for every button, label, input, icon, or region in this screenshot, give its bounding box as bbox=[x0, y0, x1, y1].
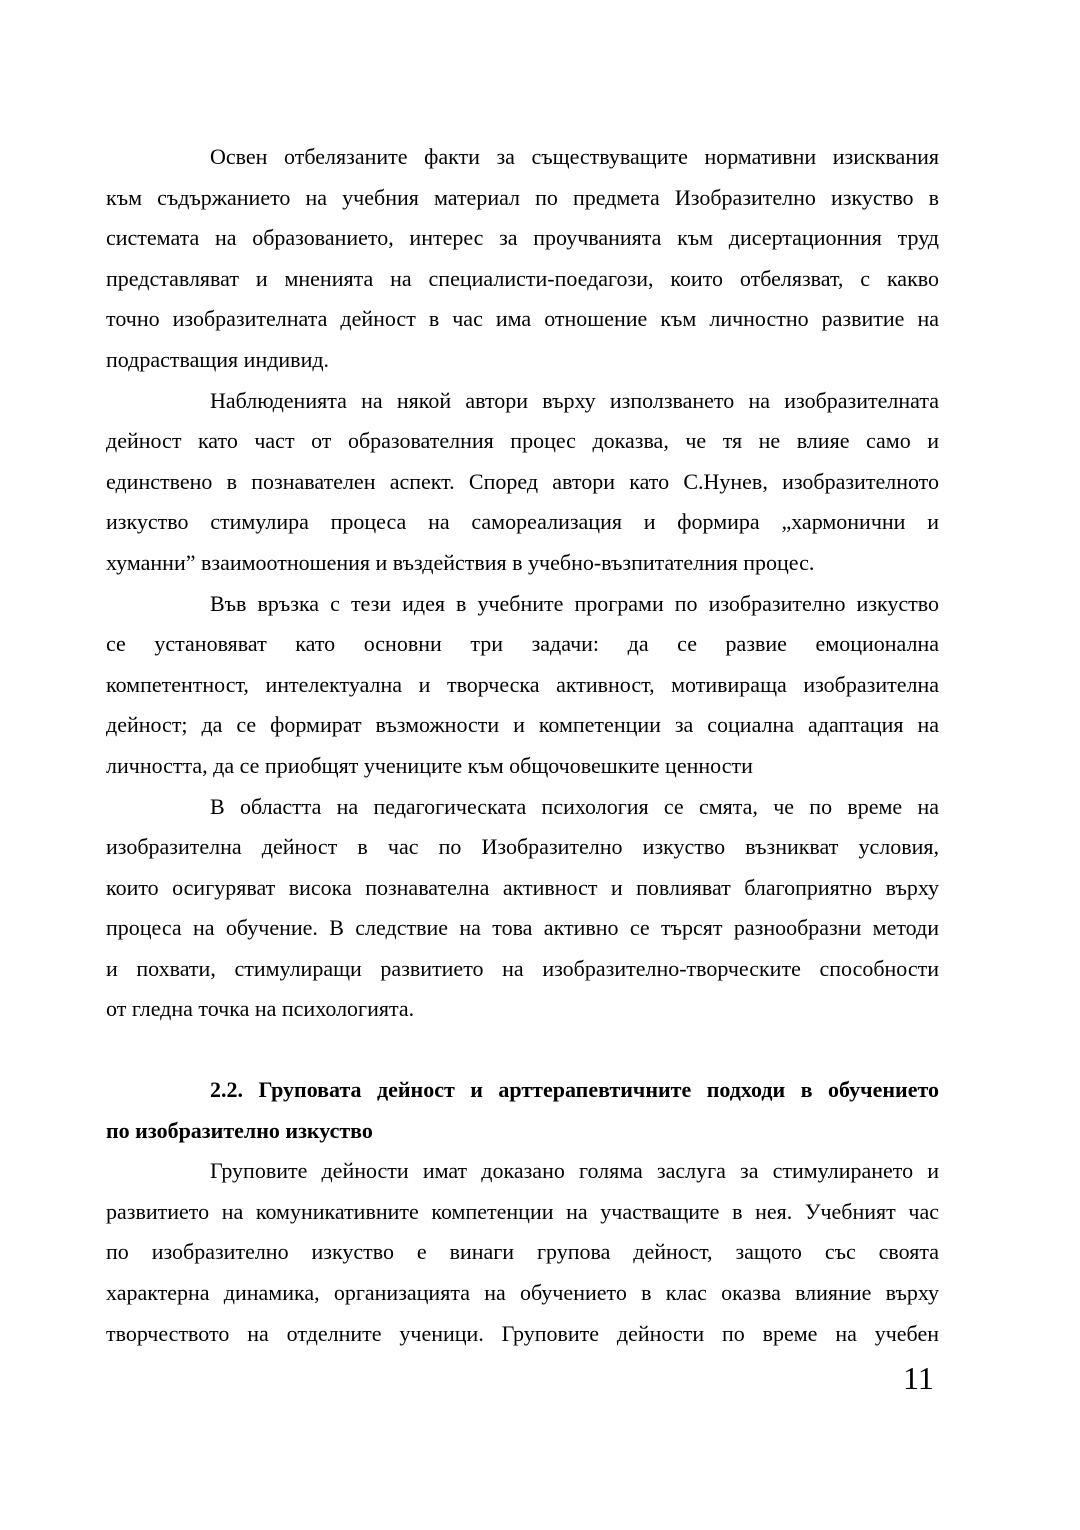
text-line: личността, да се приобщят учениците към общочовешките ценности bbox=[106, 752, 753, 778]
document-body bbox=[106, 137, 939, 1354]
paragraph-4 bbox=[106, 787, 939, 1031]
text-line: единствено в познавателен аспект. Според автори като С.Нунев, изобразителното bbox=[106, 468, 939, 494]
text-line: се установяват като основни три задачи: да се развие емоционална bbox=[106, 631, 939, 657]
heading-line: 2.2. Груповата дейност и арттерапевтичните подходи в обучението bbox=[210, 1077, 939, 1103]
text-line: системата на образованието, интерес за проучванията към дисертационния труд bbox=[106, 225, 939, 251]
text-line: Във връзка с тези идея в учебните програми по изобразително изкуство bbox=[210, 590, 939, 616]
text-line: от гледна точка на психологията. bbox=[106, 996, 415, 1022]
text-line: развитието на комуникативните компетенции на участващите в нея. Учебният час bbox=[106, 1198, 939, 1224]
page-number: 11 bbox=[903, 1360, 934, 1396]
paragraph-5 bbox=[106, 1151, 939, 1354]
heading-line: по изобразително изкуство bbox=[106, 1117, 373, 1143]
paragraph-1 bbox=[106, 137, 939, 381]
text-line: компетентност, интелектуална и творческа активност, мотивираща изобразителна bbox=[106, 671, 939, 697]
text-line: към съдържанието на учебния материал по предмета Изобразително изкуство в bbox=[106, 184, 939, 210]
paragraph-3 bbox=[106, 584, 939, 787]
paragraph-2 bbox=[106, 381, 939, 584]
text-line: изобразителна дейност в час по Изобразително изкуство възникват условия, bbox=[106, 834, 939, 860]
text-line: хуманни” взаимоотношения и въздействия в учебно-възпитателния процес. bbox=[106, 549, 815, 575]
section-heading-2-2 bbox=[106, 1070, 939, 1151]
text-line: Груповите дейности имат доказано голяма заслуга за стимулирането и bbox=[210, 1158, 939, 1184]
text-line: представляват и мненията на специалисти-поедагози, които отбелязват, с какво bbox=[106, 265, 939, 291]
text-line: дейност като част от образователния процес доказва, че тя не влияе само и bbox=[106, 428, 939, 454]
text-line: творчеството на отделните ученици. Груповите дейности по време на учебен bbox=[106, 1320, 939, 1346]
text-line: дейност; да се формират възможности и компетенции за социална адаптация на bbox=[106, 712, 939, 738]
text-line: изкуство стимулира процеса на самореализация и формира „хармонични и bbox=[106, 509, 939, 535]
text-line: които осигуряват висока познавателна активност и повлияват благоприятно върху bbox=[106, 874, 939, 900]
text-line: и похвати, стимулиращи развитието на изобразително-творческите способности bbox=[106, 955, 939, 981]
text-line: Освен отбелязаните факти за съществуващите нормативни изисквания bbox=[210, 144, 939, 169]
text-line: точно изобразителната дейност в час има отношение към личностно развитие на bbox=[106, 306, 939, 332]
text-line: по изобразително изкуство е винаги групова дейност, защото със своята bbox=[106, 1239, 939, 1265]
text-line: процеса на обучение. В следствие на това активно се търсят разнообразни методи bbox=[106, 915, 939, 941]
text-line: характерна динамика, организацията на обучението в клас оказва влияние върху bbox=[106, 1280, 939, 1306]
text-line: В областта на педагогическата психология се смята, че по време на bbox=[210, 793, 939, 819]
text-line: подрастващия индивид. bbox=[106, 346, 330, 372]
text-line: Наблюденията на някой автори върху използването на изобразителната bbox=[210, 387, 939, 413]
